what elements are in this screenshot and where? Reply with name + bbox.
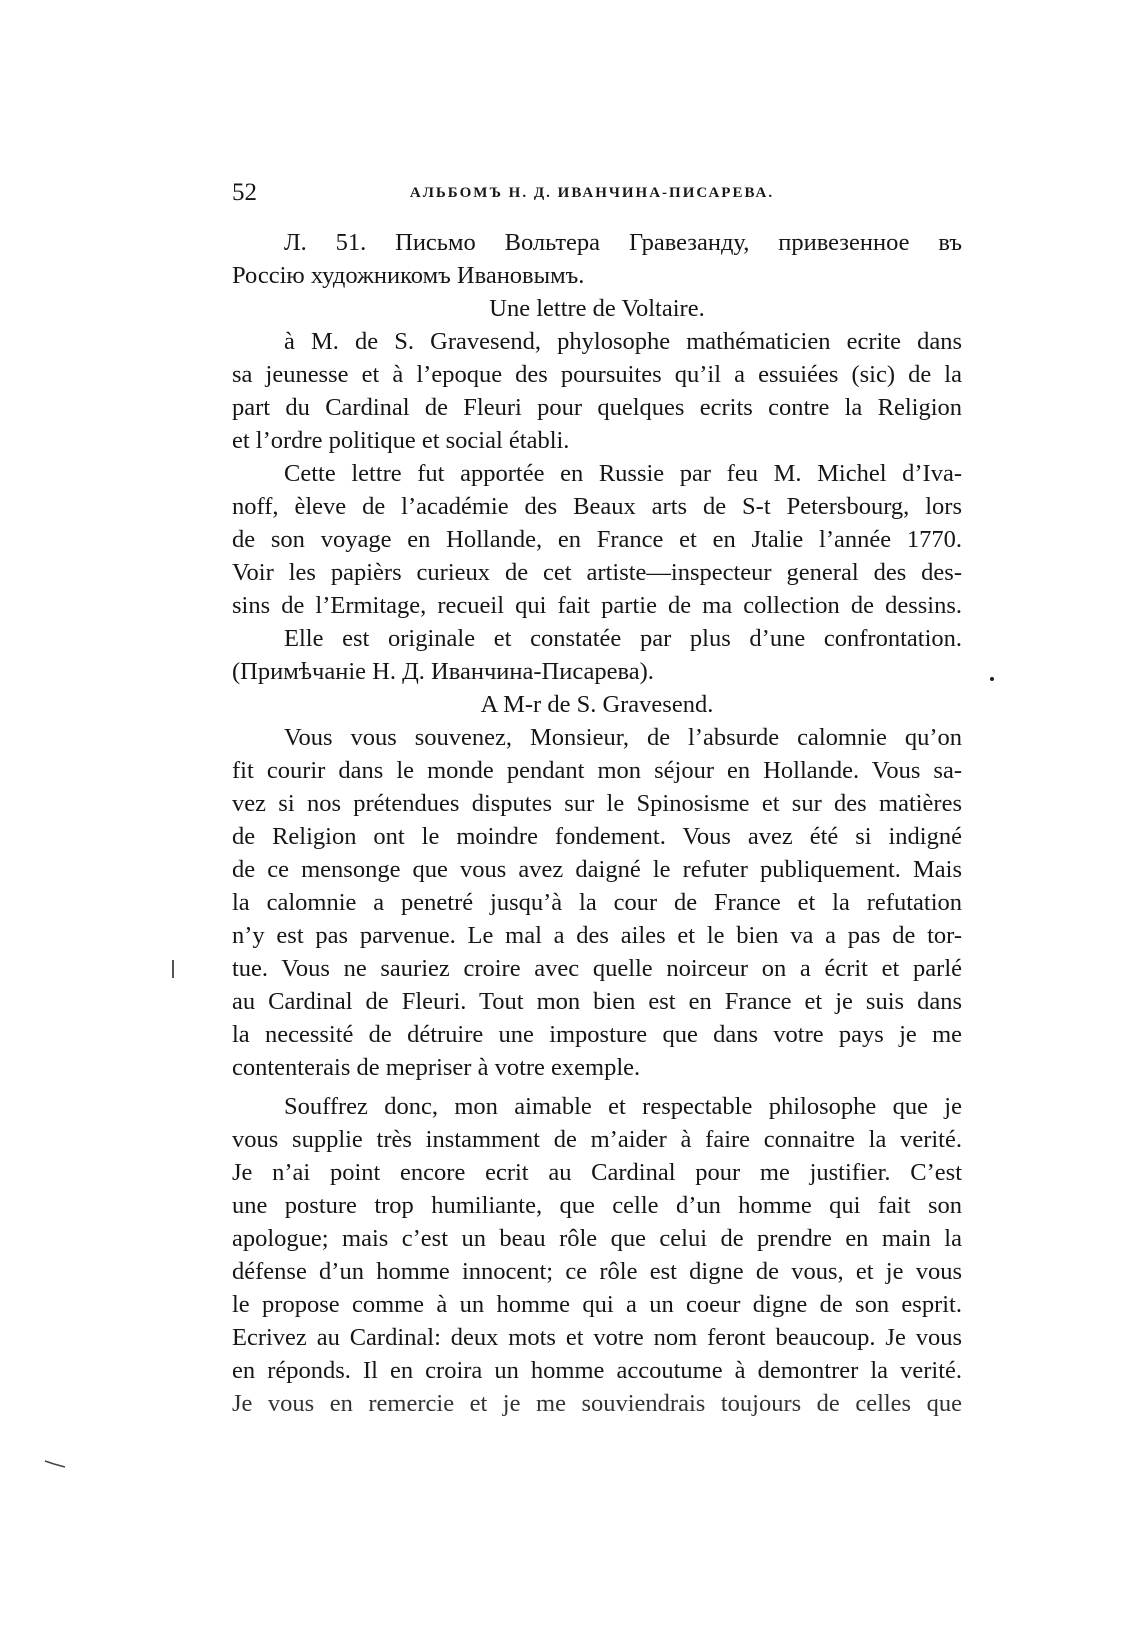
running-head: АЛЬБОМЪ Н. Д. ИВАНЧИНА-ПИСАРЕВА. <box>409 185 775 201</box>
letter-line: Ecrivez au Cardinal: deux mots et votre nom feront beaucoup. Je vous <box>232 1324 962 1351</box>
page-number: 52 <box>232 179 257 206</box>
letter-line: fit courir dans le monde pendant mon séjour en Hollande. Vous sa- <box>232 757 962 784</box>
scan-speck <box>44 1460 66 1468</box>
letter-line: de Religion ont le moindre fondement. Vous avez été si indigné <box>232 823 962 850</box>
letter-line: une posture trop humiliante, que celle d’un homme qui fait son <box>232 1192 962 1219</box>
intro-line: Россію художникомъ Ивановымъ. <box>232 262 585 289</box>
letter-line: vous supplie très instamment de m’aider à faire connaitre la verité. <box>232 1126 962 1153</box>
letter-line: n’y est pas parvenue. Le mal a des ailes et le bien va a pas de tor- <box>232 922 962 949</box>
letter-line: en réponds. Il en croira un homme accoutume à demontrer la verité. <box>232 1357 962 1384</box>
letter-line: le propose comme à un homme qui a un coeur digne de son esprit. <box>232 1291 962 1318</box>
letter-line: apologue; mais c’est un beau rôle que celui de prendre en main la <box>232 1225 962 1252</box>
letter-line: la calomnie a penetré jusqu’à la cour de France et la refutation <box>232 889 962 916</box>
letter-line: Vous vous souvenez, Monsieur, de l’absurde calomnie qu’on <box>284 724 962 751</box>
note-line: de son voyage en Hollande, en France et en Jtalie l’année 1770. <box>232 526 962 553</box>
note-line: Cette lettre fut apportée en Russie par feu M. Michel d’Iva- <box>284 460 962 487</box>
editor-note: (Примѣчаніе Н. Д. Иванчина-Писарева). <box>232 658 654 685</box>
letter-line: Je n’ai point encore ecrit au Cardinal pour me justifier. C’est <box>232 1159 962 1186</box>
letter-line: vez si nos prétendues disputes sur le Spinosisme et sur des matières <box>232 790 962 817</box>
letter-line: contenterais de mepriser à votre exemple. <box>232 1054 641 1081</box>
page-header <box>232 176 962 210</box>
letter-address: A M-r de S. Gravesend. <box>480 691 714 718</box>
note-line: sa jeunesse et à l’epoque des poursuites qu’il a essuiées (sic) de la <box>232 361 962 388</box>
letter-line: Je vous en remercie et je me souviendrais toujours de celles que <box>232 1390 962 1417</box>
scan-speck <box>990 677 994 681</box>
note-line: sins de l’Ermitage, recueil qui fait partie de ma collection de dessins. <box>232 592 962 619</box>
note-line: part du Cardinal de Fleuri pour quelques ecrits contre la Religion <box>232 394 962 421</box>
letter-line: la necessité de détruire une imposture que dans votre pays je me <box>232 1021 962 1048</box>
intro-line: Л. 51. Письмо Вольтера Гравезанду, привезенное въ <box>284 229 962 256</box>
scan-speck <box>172 960 174 978</box>
letter-line: Souffrez donc, mon aimable et respectable philosophe que je <box>284 1093 962 1120</box>
letter-line: tue. Vous ne sauriez croire avec quelle noirceur on a écrit et parlé <box>232 955 962 982</box>
note-line: à M. de S. Gravesend, phylosophe mathématicien ecrite dans <box>284 328 962 355</box>
letter-line: défense d’un homme innocent; ce rôle est digne de vous, et je vous <box>232 1258 962 1285</box>
body-text <box>232 226 962 1420</box>
note-line: et l’ordre politique et social établi. <box>232 427 570 454</box>
note-line: Voir les papièrs curieux de cet artiste—inspecteur general des des- <box>232 559 962 586</box>
note-line: Elle est originale et constatée par plus d’une confrontation. <box>284 625 962 652</box>
letter-line: au Cardinal de Fleuri. Tout mon bien est en France et je suis dans <box>232 988 962 1015</box>
note-line: noff, èleve de l’académie des Beaux arts de S-t Petersbourg, lors <box>232 493 962 520</box>
letter-title: Une lettre de Voltaire. <box>489 295 705 322</box>
letter-line: de ce mensonge que vous avez daigné le refuter publiquement. Mais <box>232 856 962 883</box>
